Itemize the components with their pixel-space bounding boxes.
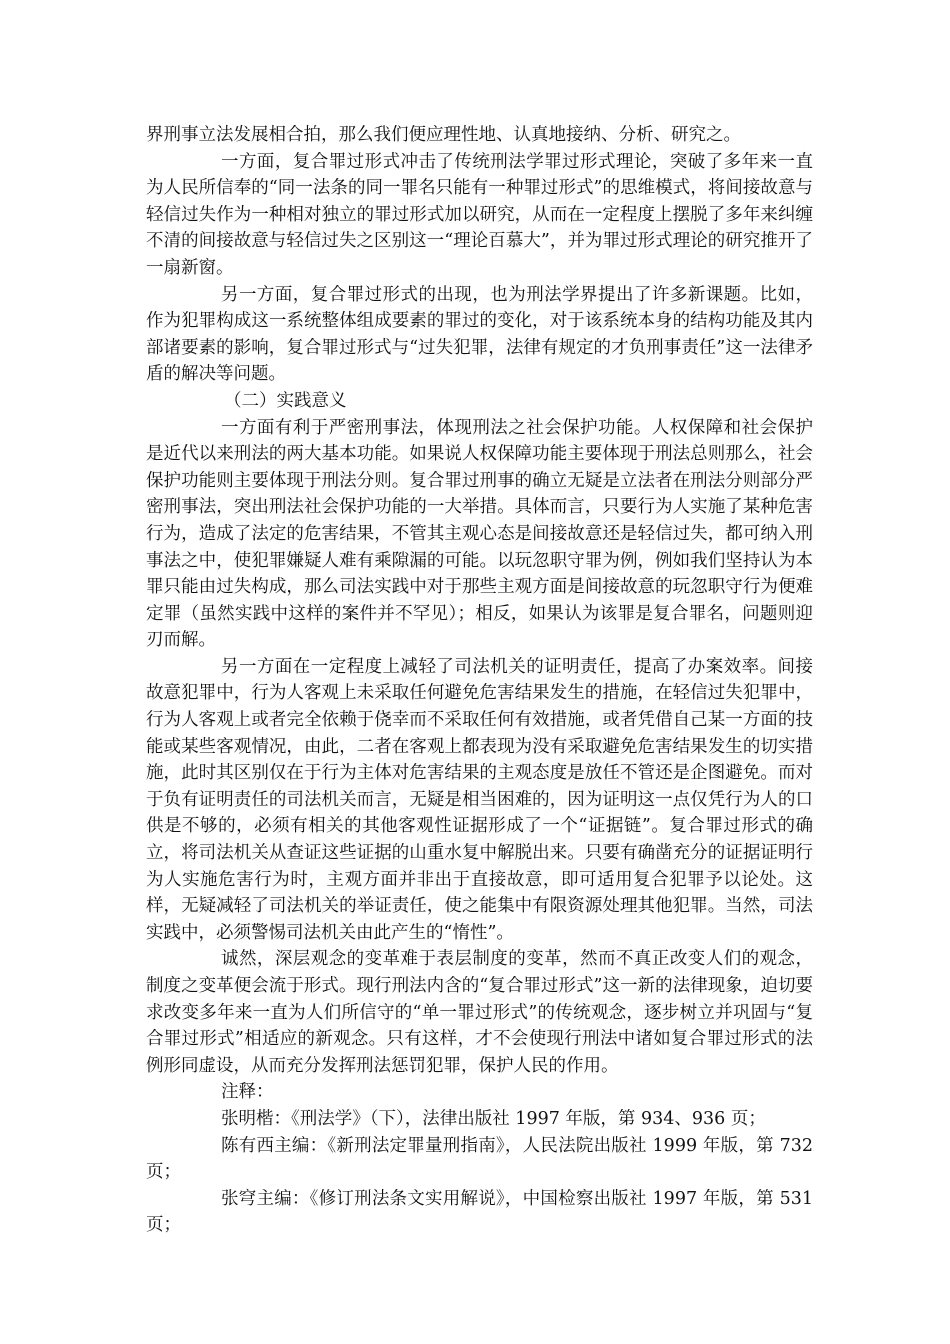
paragraph-new-topics: 另一方面，复合罪过形式的出现，也为刑法学界提出了许多新课题。比如，作为犯罪构成这一系统整体组成要素的罪过的变化，对于该系统本身的结构功能及其内部诸要素的影响，复合罪过形式与“过失犯罪，法律有规定的才负刑事责任”这一法律矛盾的解决等问题。 xyxy=(146,284,813,385)
paragraph-social-protection: 一方面有利于严密刑事法，体现刑法之社会保护功能。人权保障和社会保护是近代以来刑法的两大基本功能。如果说人权保障功能主要体现于刑法总则那么，社会保护功能则主要体现于刑法分则。复合罪过刑事的确立无疑是立法者在刑法分则部分严密刑事法，突出刑法社会保护功能的一大举措。具体而言，只要行为人实施了某种危害行为，造成了法定的危害结果，不管其主观心态是间接故意还是轻信过失，都可纳入刑事法之中，使犯罪嫌疑人难有乘隙漏的可能。以玩忽职守罪为例，例如我们坚持认为本罪只能由过失构成，那么司法实践中对于那些主观方面是间接故意的玩忽职守行为便难定罪（虽然实践中这样的案件并不罕见）；相反，如果认为该罪是复合罪名，问题则迎刃而解。 xyxy=(146,417,813,651)
paragraph-continuation: 界刑事立法发展相合拍，那么我们便应理性地、认真地接纳、分析、研究之。 xyxy=(146,125,741,145)
note-item: 张明楷：《刑法学》（下），法律出版社 1997 年版，第 934、936 页； xyxy=(221,1108,766,1129)
notes-label: 注释： xyxy=(221,1082,274,1103)
paragraph-burden-of-proof: 另一方面在一定程度上减轻了司法机关的证明责任，提高了办案效率。间接故意犯罪中，行为人客观上未采取任何避免危害结果发生的措施，在轻信过失犯罪中，行为人客观上或者完全依赖于侥幸而不采取任何有效措施，或者凭借自己某一方面的技能或某些客观情况，由此，二者在客观上都表现为没有采取避免危害结果发生的切实措施，此时其区别仅在于行为主体对危害结果的主观态度是放任不管还是企图避免。而对于负有证明责任的司法机关而言，无疑是相当困难的，因为证明这一点仅凭行为人的口供是不够的，必须有相关的其他客观性证据形成了一个“证据链”。复合罪过形式的确立，将司法机关从查证这些证据的山重水复中解脱出来。只要有确凿充分的证据证明行为人实施危害行为时，主观方面并非出于直接故意，即可适用复合犯罪予以论处。这样，无疑减轻了司法机关的举证责任，使之能集中有限资源处理其他犯罪。当然，司法实践中，必须警惕司法机关由此产生的“惰性”。 xyxy=(146,656,813,943)
paragraph-theory-impact: 一方面，复合罪过形式冲击了传统刑法学罪过形式理论，突破了多年来一直为人民所信奉的“同一法条的同一罪名只能有一种罪过形式”的思维模式，将间接故意与轻信过失作为一种相对独立的罪过形式加以研究，从而在一定程度上摆脱了多年来纠缠不清的间接故意与轻信过失之区别这一“理论百慕大”，并为罪过形式理论的研究推开了一扇新窗。 xyxy=(146,151,813,278)
paragraph-conclusion: 诚然，深层观念的变革难于表层制度的变革，然而不真正改变人们的观念，制度之变革便会流于形式。现行刑法内含的“复合罪过形式”这一新的法律现象，迫切要求改变多年来一直为人们所信守的“单一罪过形式”的传统观念，逐步树立并巩固与“复合罪过形式”相适应的新观念。只有这样，才不会使现行刑法中诸如复合罪过形式的法例形同虚设，从而充分发挥刑法惩罚犯罪，保护人民的作用。 xyxy=(146,949,813,1076)
section-heading-practical-significance: （二）实践意义 xyxy=(224,390,347,411)
note-item: 张穹主编：《修订刑法条文实用解说》，中国检察出版社 1997 年版，第 531 页； xyxy=(146,1188,813,1236)
document-page xyxy=(146,122,813,1239)
note-item: 陈有西主编：《新刑法定罪量刑指南》，人民法院出版社 1999 年版，第 732 页； xyxy=(146,1135,813,1183)
